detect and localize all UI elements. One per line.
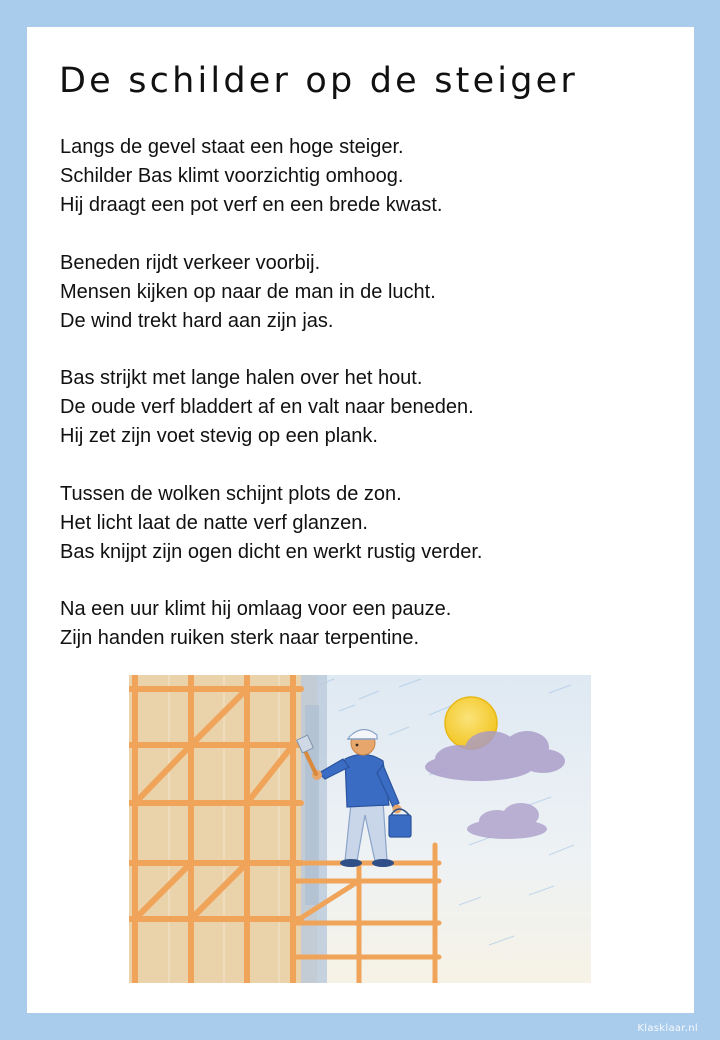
stanza-3	[60, 364, 680, 451]
worksheet-page	[27, 27, 694, 1013]
poem-line: Na een uur klimt hij omlaag voor een pauze.	[60, 598, 452, 620]
poem-line: Beneden rijdt verkeer voorbij.	[60, 251, 321, 274]
stanza-4	[60, 480, 680, 567]
stanza-5	[60, 595, 680, 653]
painter-illustration	[129, 675, 591, 983]
facade-shading	[129, 675, 317, 983]
poem-line: Tussen de wolken schijnt plots de zon.	[60, 482, 402, 505]
poem-title: De schilder op de steiger	[59, 61, 578, 101]
poem-line: De oude verf bladdert af en valt naar beneden.	[60, 396, 474, 418]
poem-line: Zijn handen ruiken sterk naar terpentine.	[60, 627, 420, 649]
poem-line: De wind trekt hard aan zijn jas.	[60, 309, 334, 332]
poem-body	[60, 133, 680, 682]
poem-line: Het licht laat de natte verf glanzen.	[60, 511, 368, 534]
poem-line: Hij draagt een pot verf en een brede kwast.	[60, 194, 443, 216]
stanza-1	[60, 133, 680, 220]
poem-line: Hij zet zijn voet stevig op een plank.	[60, 425, 378, 447]
publisher-credit: Klasklaar.nl	[637, 1023, 698, 1034]
stanza-2	[60, 249, 680, 336]
poem-line: Bas strijkt met lange halen over het hout.	[60, 367, 423, 389]
poem-line: Bas knijpt zijn ogen dicht en werkt rustig verder.	[60, 540, 483, 563]
poem-line: Mensen kijken op naar de man in de lucht.	[60, 280, 436, 303]
poem-line: Langs de gevel staat een hoge steiger.	[60, 136, 404, 158]
poem-line: Schilder Bas klimt voorzichtig omhoog.	[60, 165, 404, 187]
